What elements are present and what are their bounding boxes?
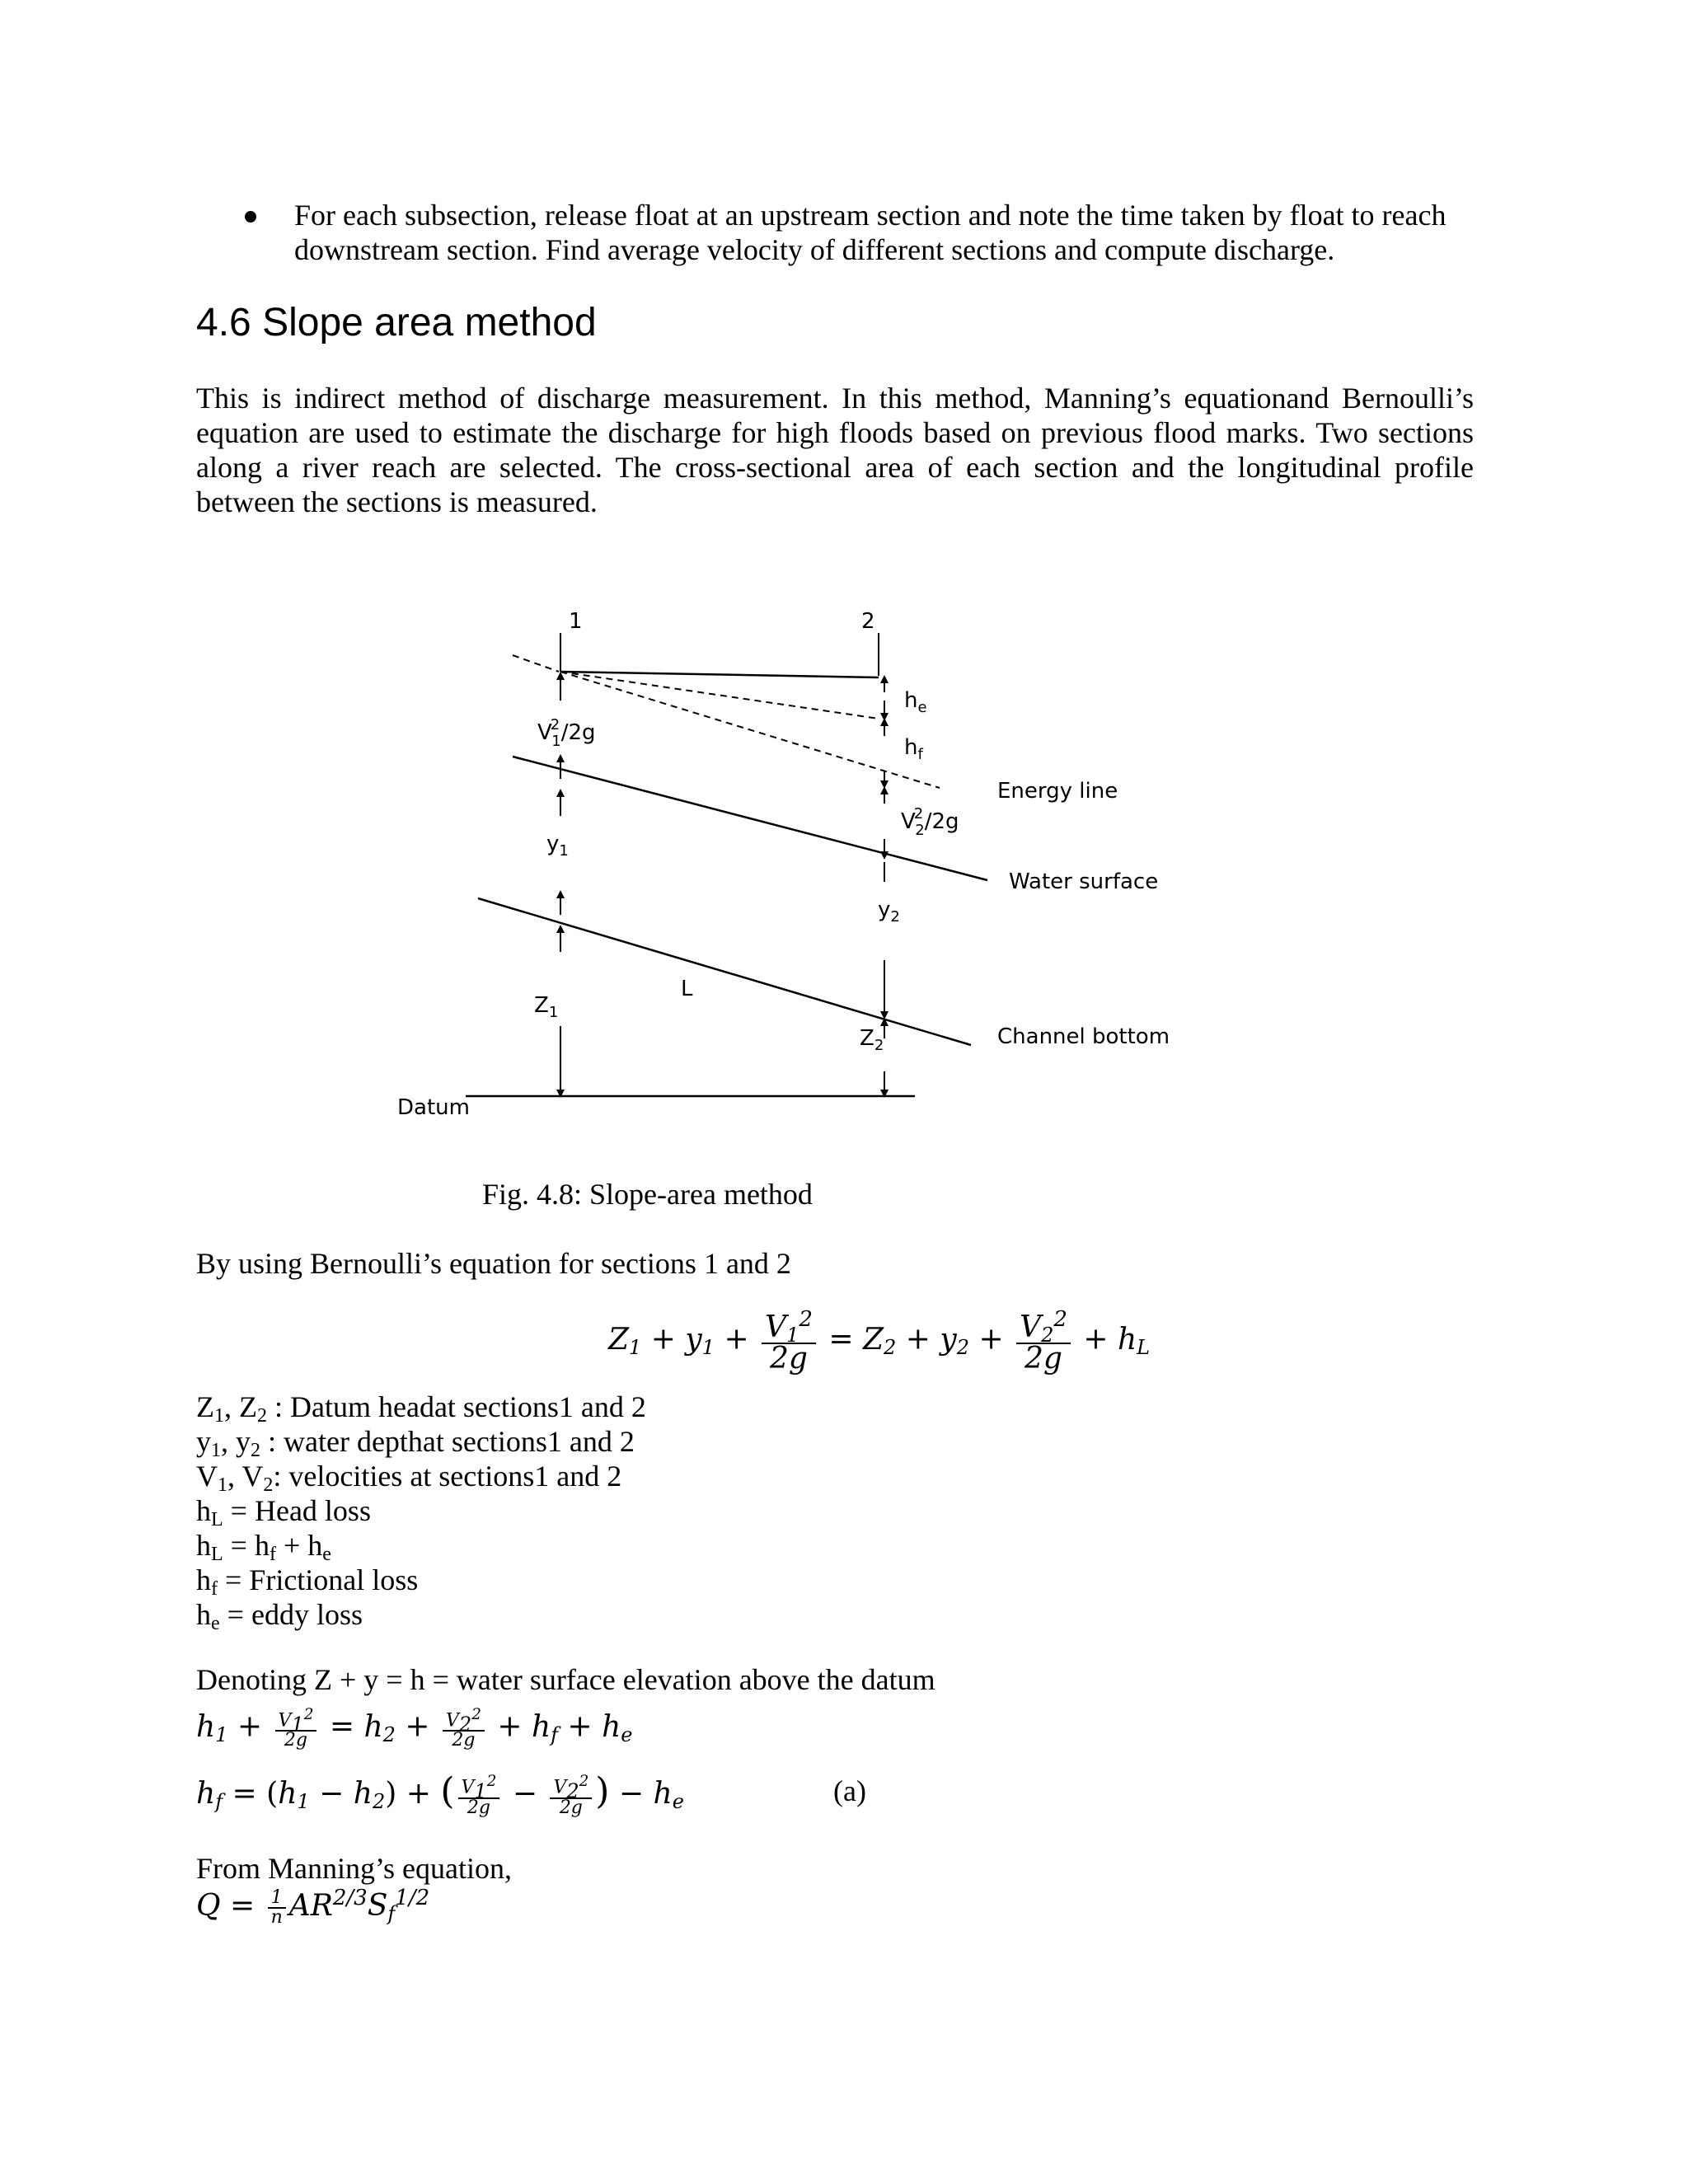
energy-line-extension [513, 655, 559, 672]
def-v: $V_1$, $V_2$: velocities at sections1 and 2 [196, 1460, 622, 1496]
manning-intro: From Manning’s equation, [196, 1852, 512, 1885]
def-z: $Z_1$, $Z_2$ : Datum headat sections1 and 2 [196, 1390, 646, 1427]
def-y: $y_1$, $y_2$ : water depthat sections1 and 2 [196, 1425, 635, 1461]
z2-label: $Z_2$ [860, 1026, 884, 1054]
length-label: L [681, 977, 693, 1001]
manning-equation: Q = $\frac{1}{n}$ $AR^{2/3}S_f^{1/2}$ [196, 1886, 430, 1928]
def-hl: $h_L$ = Head loss [196, 1494, 371, 1530]
energy-line-label: Energy line [997, 779, 1118, 804]
he-label: $h_e$ [904, 688, 927, 716]
v2-head-label: V2 2/2g [901, 805, 959, 839]
section-1-label: 1 [569, 609, 583, 634]
water-surface-label: Water surface [1009, 869, 1159, 894]
channel-bottom-label: Channel bottom [997, 1024, 1170, 1049]
friction-loss-equation: $h_f = (h_1 - h_2)$ + ( $\frac{V_1^2}{2g}$ − $\frac{V_2^2}{2g}$ ) − $h_e$ [196, 1770, 684, 1818]
figure-caption: Fig. 4.8: Slope-area method [482, 1178, 813, 1211]
z1-label: $Z_1$ [534, 993, 559, 1021]
def-hf: $h_f$ = Frictional loss [196, 1563, 419, 1600]
v1-head-label: V2 1/2g [537, 716, 596, 750]
bullet-dot [245, 211, 256, 223]
energy-grade-after-eddy [560, 672, 879, 719]
y1-label: $y_1$ [546, 832, 569, 860]
energy-grade-after-friction [560, 672, 940, 788]
section-heading: 4.6 Slope area method [196, 301, 597, 344]
bullet-text: For each subsection, release float at an upstream section and note the time taken by float to reach downstream section. Find average velocity of different sections and compute discharge. [294, 199, 1447, 266]
energy-equation: $h_1$ + $\frac{V_1^2}{2g}$ = $h_2$ + $\frac{V_2^2}{2g}$ + $h_f + h_e$ [196, 1706, 633, 1751]
equation-label: (a) [833, 1774, 866, 1807]
bernoulli-intro: By using Bernoulli’s equation for sections 1 and 2 [196, 1247, 791, 1280]
def-he: $h_e$ = eddy loss [196, 1598, 363, 1634]
denoting-text: Denoting Z + y = h = water surface elevation above the datum [196, 1663, 935, 1696]
section-2-label: 2 [861, 609, 875, 634]
intro-paragraph: This is indirect method of discharge measurement. In this method, Manning’s equationand Bernoulli’s equation are used to estimate the discharge for high floods based on previous flood marks. Two sections along a river reach are selected. The cross-sectional area of each section and the longitudinal profile between the sections is measured. [196, 382, 1474, 518]
energy-line [560, 672, 879, 677]
datum-label: Datum [397, 1095, 470, 1120]
y2-label: $y_2$ [878, 898, 900, 926]
hf-label: $h_f$ [904, 735, 923, 763]
slope-area-diagram [0, 577, 1688, 1154]
definitions-list [196, 1390, 646, 1632]
def-hl-sum: $h_L = h_f + h_e$ [196, 1529, 331, 1565]
bernoulli-equation: $Z_1 + y_1$ + $\frac{V_1^2}{2g}$ = $Z_2 + y_2$ + $\frac{V_2^2}{2g}$ + $h_L$ [608, 1307, 1151, 1376]
